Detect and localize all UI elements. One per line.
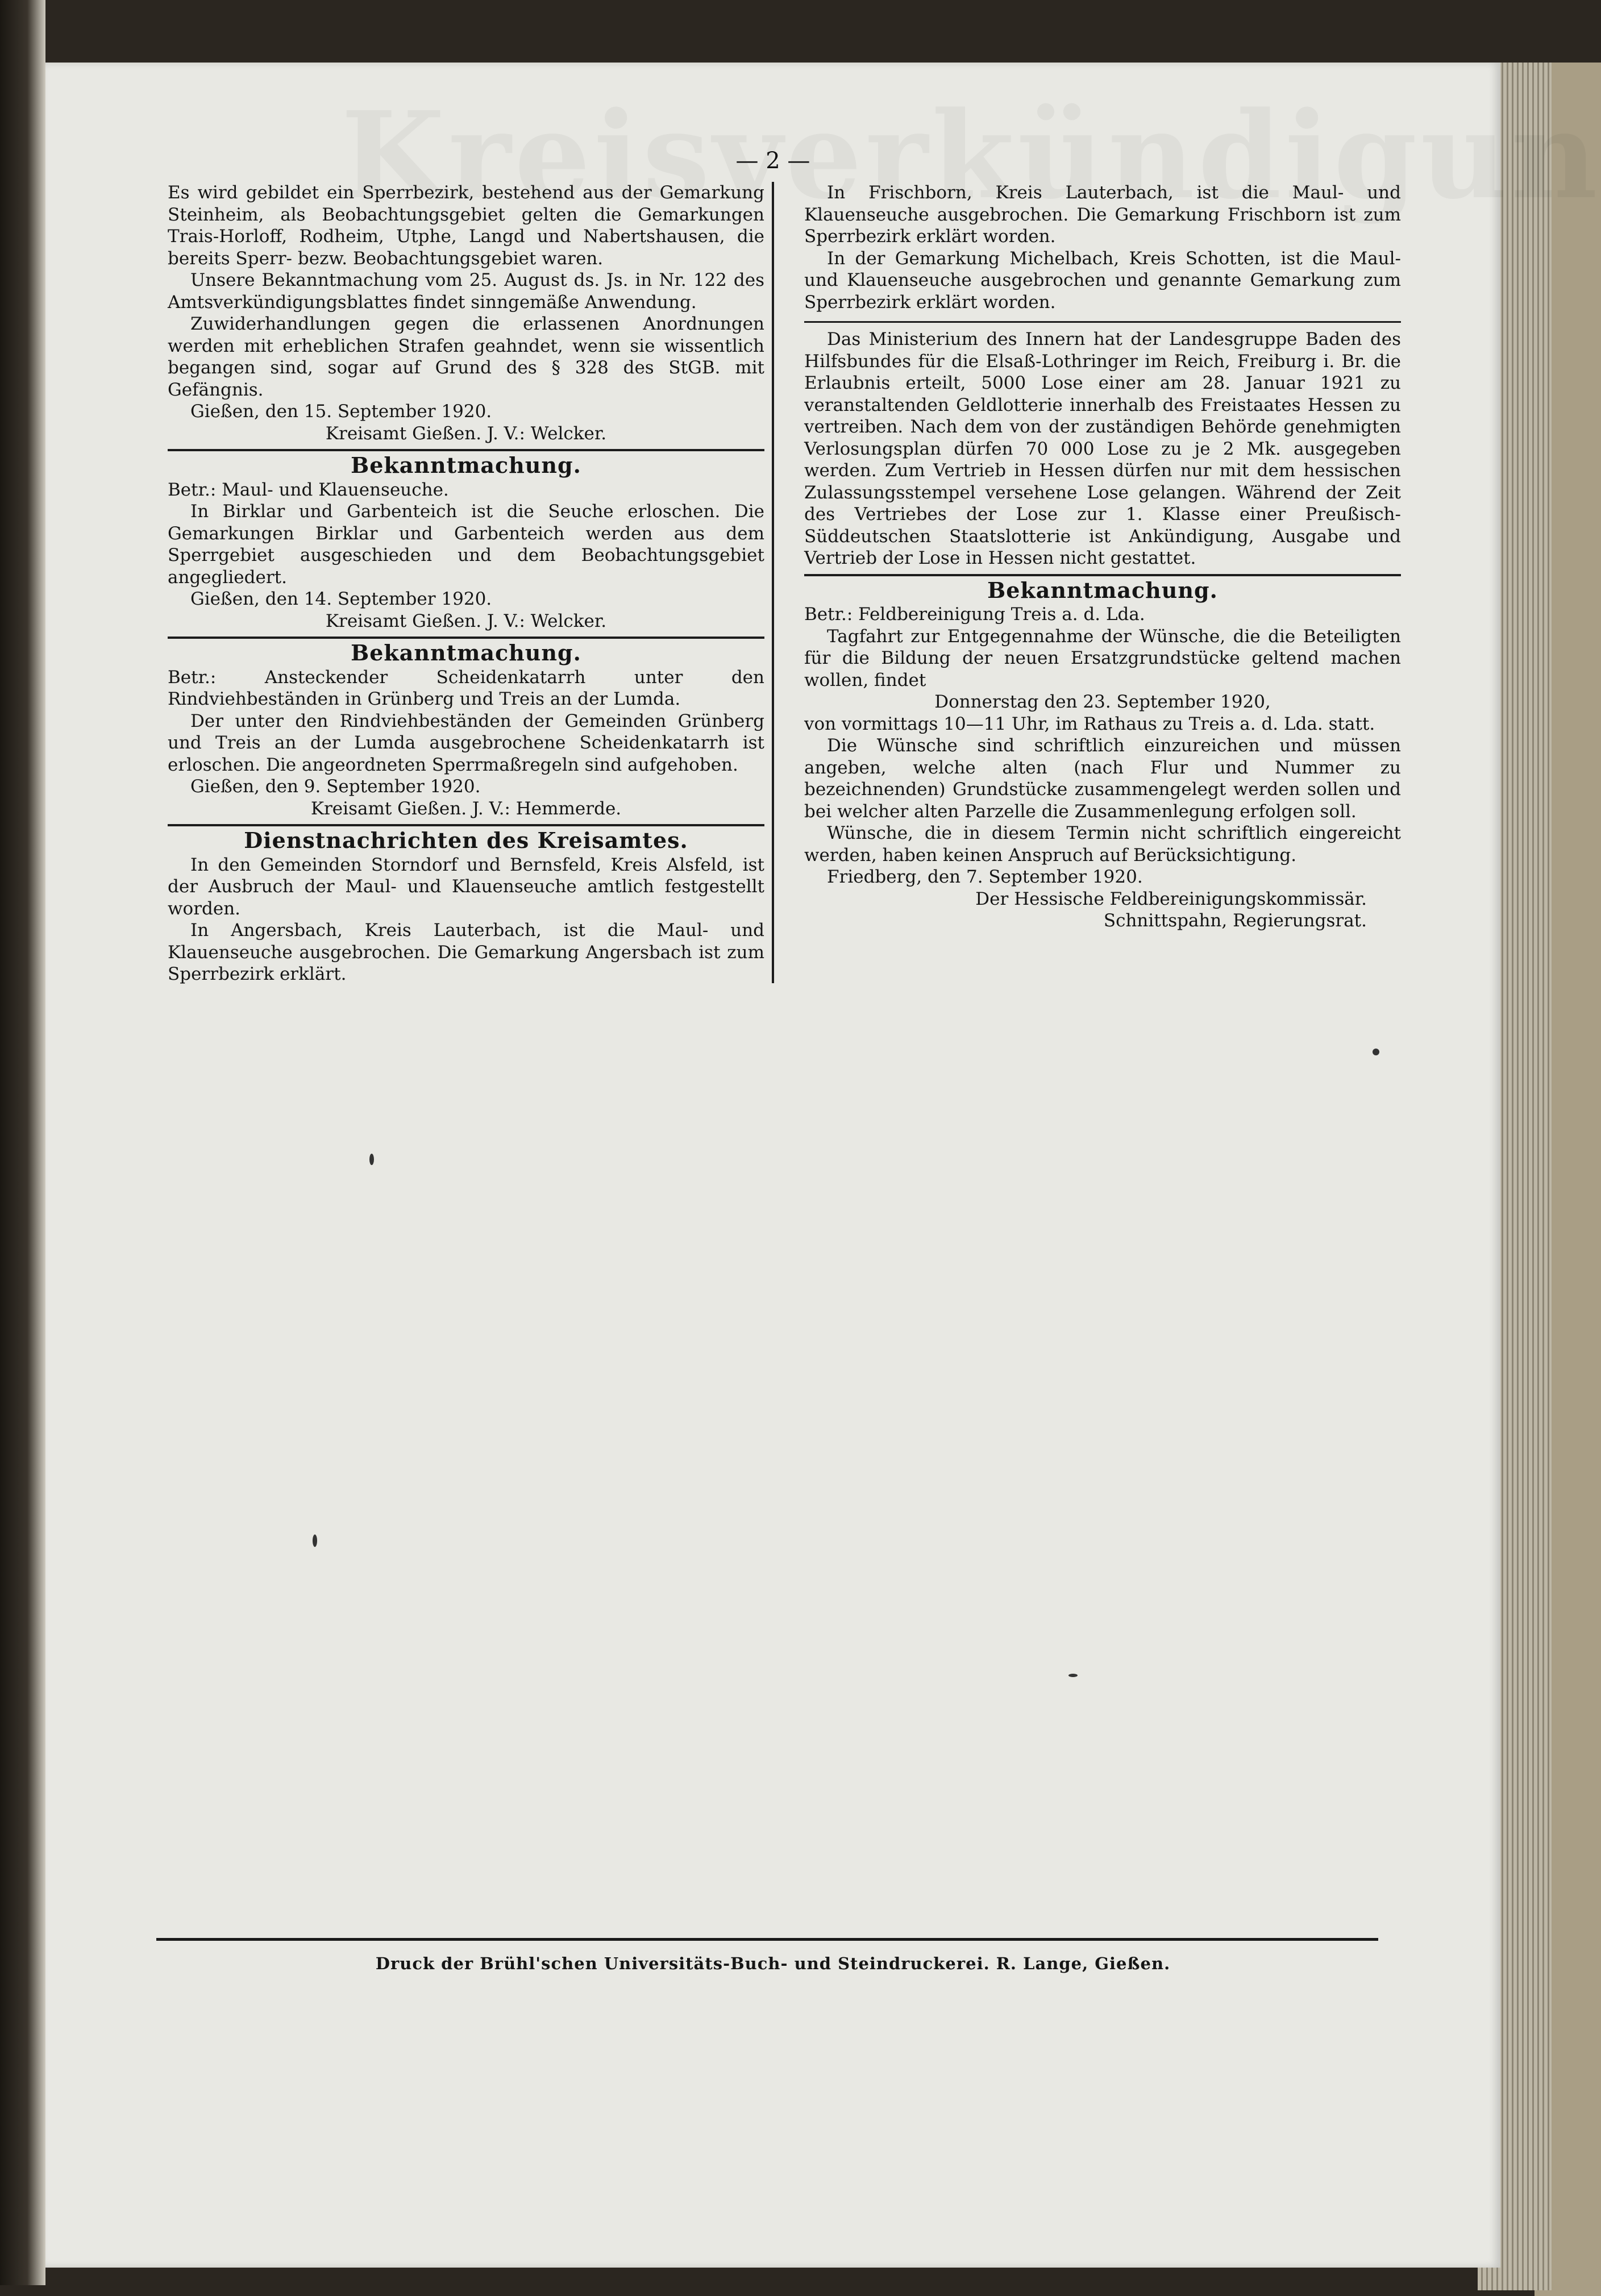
notice-title: Bekanntmachung. [987,577,1218,603]
column-divider [772,182,774,983]
notice-subject: Betr.: Feldbereinigung Treis a. d. Lda. [804,604,1145,625]
notice-title: Bekanntmachung. [351,640,581,665]
page-number: — 2 — [735,148,810,174]
notice-signature: Kreisamt Gießen. J. V.: Welcker. [325,423,607,444]
notice-date: Gießen, den 9. September 1920. [190,776,481,797]
section-divider [804,574,1401,576]
notice-signature: Kreisamt Gießen. J. V.: Welcker. [325,610,607,631]
service-paragraph: In der Gemarkung Michelbach, Kreis Schotten, ist die Maul- und Klauenseuche ausgebrochen und genannte Gemarkung zum Sperrbezirk erklärt worden. [804,248,1401,313]
section-divider [168,449,764,451]
notice-subject: Betr.: Ansteckender Scheidenkatarrh unter den Rindviehbeständen in Grünberg und Treis an der Lumda. [168,667,764,709]
right-column [804,182,1401,932]
notice-signature: Der Hessische Feldbereinigungskommissär. [975,888,1367,909]
section-title: Dienstnachrichten des Kreisamtes. [244,827,688,853]
printer-imprint: Druck der Brühl'schen Universitäts-Buch- und Steindruckerei. R. Lange, Gießen. [375,1954,1171,1973]
section-divider [168,824,764,826]
ink-speck [313,1534,317,1547]
ministry-paragraph: Das Ministerium des Innern hat der Landesgruppe Baden des Hilfsbundes für die Elsaß-Lothringer im Reich, Freiburg i. Br. die Erlaubnis erteilt, 5000 Lose einer am 28. Januar 1921 zu veranstaltenden Geldlotterie innerhalb des Freistaates Hessen zu vertreiben. Nach dem von der zuständigen Behörde genehmigten Verlosungsplan dürfen 70 000 Lose zu je 2 Mk. ausgegeben werden. Zum Vertrieb in Hessen dürfen nur mit dem hessischen Zulassungsstempel versehene Lose gelangen. Während der Zeit des Vertriebes der Lose zur 1. Klasse einer Preußisch-Süddeutschen Staatslotterie ist Ankündigung, Ausgabe und Vertrieb der Lose in Hessen nicht gestattet. [804,329,1401,568]
newspaper-page [45,63,1500,2268]
notice-date: Friedberg, den 7. September 1920. [827,867,1143,887]
service-paragraph: In Frischborn, Kreis Lauterbach, ist die Maul- und Klauenseuche ausgebrochen. Die Gemarkung Frischborn ist zum Sperrbezirk erklärt worden. [804,182,1401,247]
notice-title: Bekanntmachung. [351,452,581,478]
ink-speck [1373,1049,1379,1055]
notice-paragraph: In Birklar und Garbenteich ist die Seuche erloschen. Die Gemarkungen Birklar und Garbenteich werden aus dem Sperrgebiet ausgeschieden und dem Beobachtungsgebiet angegliedert. [168,501,764,588]
notice-paragraph: Wünsche, die in diesem Termin nicht schriftlich eingereicht werden, haben keinen Anspruch auf Berücksichtigung. [804,823,1401,866]
left-column [168,182,764,985]
intro-paragraph: Es wird gebildet ein Sperrbezirk, bestehend aus der Gemarkung Steinheim, als Beobachtungsgebiet gelten die Gemarkungen Trais-Horloff, Rodheim, Utphe, Langd und Nabertshausen, die bereits Sperr- bezw. Beobachtungsgebiet waren. [168,182,764,269]
book-spine [0,0,45,2285]
footer-rule [156,1938,1378,1941]
notice-paragraph: Der unter den Rindviehbeständen der Gemeinden Grünberg und Treis an der Lumda ausgebrochene Scheidenkatarrh ist erloschen. Die angeordneten Sperrmaßregeln sind aufgehoben. [168,710,764,775]
meeting-time: von vormittags 10—11 Uhr, im Rathaus zu Treis a. d. Lda. statt. [804,713,1375,734]
notice-subject: Betr.: Maul- und Klauenseuche. [168,479,449,500]
meeting-date: Donnerstag den 23. September 1920, [934,692,1271,712]
notice-date: Gießen, den 15. September 1920. [190,401,492,422]
notice-paragraph: Tagfahrt zur Entgegennahme der Wünsche, die die Beteiligten für die Bildung der neuen Ersatzgrundstücke geltend machen wollen, findet [804,626,1401,691]
section-divider [804,321,1401,323]
notice-paragraph: Die Wünsche sind schriftlich einzureichen und müssen angeben, welche alten (nach Flur und Nummer zu bezeichnenden) Grundstücke zusammengelegt werden sollen und bei welcher alten Parzelle die Zusammenlegung erfolgen soll. [804,735,1401,822]
section-divider [168,637,764,639]
ink-speck [369,1154,374,1165]
intro-paragraph: Zuwiderhandlungen gegen die erlassenen Anordnungen werden mit erheblichen Strafen geahndet, wenn sie wissentlich begangen sind, sogar auf Grund des § 328 des StGB. mit Gefängnis. [168,314,764,400]
notice-signature: Schnittspahn, Regierungsrat. [1103,910,1367,931]
intro-paragraph: Unsere Bekanntmachung vom 25. August ds. Js. in Nr. 122 des Amtsverkündigungsblattes findet sinngemäße Anwendung. [168,270,764,313]
notice-signature: Kreisamt Gießen. J. V.: Hemmerde. [310,798,622,819]
service-paragraph: In Angersbach, Kreis Lauterbach, ist die Maul- und Klauenseuche ausgebrochen. Die Gemarkung Angersbach ist zum Sperrbezirk erklärt. [168,920,764,984]
ink-speck [1068,1674,1078,1677]
notice-date: Gießen, den 14. September 1920. [190,589,492,609]
service-paragraph: In den Gemeinden Storndorf und Bernsfeld, Kreis Alsfeld, ist der Ausbruch der Maul- und Klauenseuche amtlich festgestellt worden. [168,854,764,919]
